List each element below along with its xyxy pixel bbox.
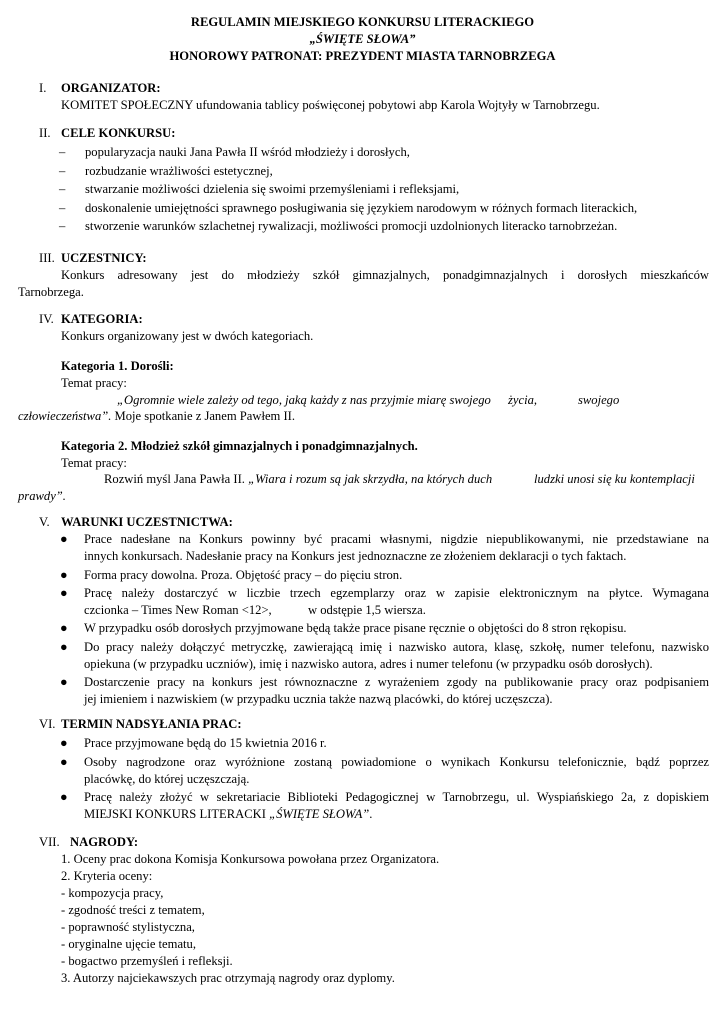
category-2-title: Kategoria 2. Młodzież szkół gimnazjalnych i ponadgimnazjalnych. xyxy=(61,439,418,453)
bullet-icon: ● xyxy=(60,568,68,582)
prize-line: - poprawność stylistyczna, xyxy=(61,920,195,934)
prize-line: 2. Kryteria oceny: xyxy=(61,869,153,883)
section-1-text: KOMITET SPOŁECZNY ufundowania tablicy poświęconej pobytowi abp Karola Wojtyły w Tarnobrzegu. xyxy=(61,98,600,112)
section-6-number: VI. xyxy=(39,717,56,731)
goal-item: – stwarzanie możliwości dzielenia się swoimi przemyśleniami i refleksjami, xyxy=(85,181,459,199)
category-1-quote-word2: swojego xyxy=(578,393,620,407)
document-page: REGULAMIN MIEJSKIEGO KONKURSU LITERACKIEGO „ŚWIĘTE SŁOWA” HONOROWY PATRONAT: PREZYDENT MIASTA TARNOBRZEGA I. ORGANIZATOR: KOMITET SPOŁECZNY ufundowania tablicy poświęconej pobytowi abp Karola Wojtyły w Tarnobrzegu. II. CELE KONKURSU: – popularyzacja nauki Jana Pawła II wśród młodzieży i dorosłych, – rozbudzanie wrażliwości estetycznej, – stwarzanie możliwości dzielenia się swoimi przemyśleniami i refleksjami, – doskonalenie umiejętności sprawnego posługiwania się językiem narodowym w różnych formach literackich, – stworzenie warunków szlachetnej rywalizacji, możliwości promocji uzdolnionych literacko tarnobrzeżan. III. UCZESTNICY: Konkurs adresowany jest do młodzieży szkół gimnazjalnych, ponadgimnazjalnych i dorosłych mieszkańców Tarnobrzega. IV. KATEGORIA: Konkurs organizowany jest w dwóch kategoriach. Kategoria 1. Dorośli: Temat pracy: „Ogromnie wiele zależy od tego, jaką każdy z nas przyjmie miarę swojego życia, swojego człowieczeństwa”. Moje spotkanie z Janem Pawłem II. Kategoria 2. Młodzież szkół gimnazjalnych i ponadgimnazjalnych. Temat pracy: Rozwiń myśl Jana Pawła II. „Wiara i rozum są jak skrzydła, na których duch ludzki unosi się ku kontemplacji prawdy”. V. WARUNKI UCZESTNICTWA: ● Prace nadesłane na Konkurs powinny być pracami własnymi, nigdzie niepublikowanymi, nie przedstawiane na innych konkursach. Nadesłanie pracy na Konkurs jest jednoznaczne ze złożeniem deklaracji o tych faktach. ● Forma pracy dowolna. Proza. Objętość pracy – do pięciu stron. ● Pracę należy dostarczyć w liczbie trzech egzemplarzy oraz w zapisie elektronicznym na płytce. Wymagana czcionka – Times New Roman <12>, w odstępie 1,5 wiersza. ● W przypadku osób dorosłych przyjmowane będą także prace pisane ręcznie o objętości do 8 stron rękopisu. ● Do pracy należy dołączyć metryczkę, zawierającą imię i nazwisko autora, klasę, szkołę, numer telefonu, nazwisko opiekuna (w przypadku uczniów), imię i nazwisko autora, adres i numer telefonu (w przypadku osób dorosłych). ● Dostarczenie pracy na konkurs jest równoznaczne z wyrażeniem zgody na publikowanie pracy oraz podpisaniem jej imieniem i nazwiskiem (w przypadku ucznia także nazwą placówki, do której uczęszcza). VI. TERMIN NADSYŁANIA PRAC: ● Prace przyjmowane będą do 15 kwietnia 2016 r. ● Osoby nagrodzone oraz wyróżnione zostaną powiadomione o wynikach Konkursu telefonicznie, bądź poprzez placówkę, do której uczęszczają. ● Pracę należy złożyć w sekretariacie Biblioteki Pedagogicznej w Tarnobrzegu, ul. Wyspiańskiego 2a, z dopiskiem MIEJSKI KONKURS LITERACKI „ŚWIĘTE SŁOWA”. VII. NAGRODY: 1. Oceny prac dokona Komisja Konkursowa powołana przez Organizatora. 2. Kryteria oceny: - kompozycja pracy, - zgodność treści z tematem, - poprawność stylistyczna, - oryginalne ujęcie tematu, - bogactwo przemyśleń i refleksji. 3. Autorzy najciekawszych prac otrzymają nagrody oraz dyplomy. xyxy=(0,0,725,1024)
category-2-label: Temat pracy: xyxy=(61,456,127,470)
section-1-number: I. xyxy=(39,81,47,95)
goal-item: – stworzenie warunków szlachetnej rywalizacji, możliwości promocji uzdolnionych literacko tarnobrzeżan. xyxy=(85,218,617,236)
section-5-number: V. xyxy=(39,515,50,529)
section-7-title: NAGRODY: xyxy=(70,835,139,849)
bullet-icon: ● xyxy=(60,675,68,689)
goal-item: – rozbudzanie wrażliwości estetycznej, xyxy=(85,163,273,181)
section-3-number: III. xyxy=(39,251,55,265)
bullet-icon: ● xyxy=(60,790,68,804)
category-1-quote-end: człowieczeństwa”. xyxy=(18,409,112,423)
doc-title-line1: REGULAMIN MIEJSKIEGO KONKURSU LITERACKIEGO xyxy=(190,15,535,29)
prize-line: - oryginalne ujęcie tematu, xyxy=(61,937,196,951)
category-2-quote-cont: ludzki unosi się ku kontemplacji xyxy=(534,472,695,486)
section-1-title: ORGANIZATOR: xyxy=(61,81,161,95)
category-2-topic-line1 xyxy=(104,471,492,489)
section-6-title: TERMIN NADSYŁANIA PRAC: xyxy=(61,717,242,731)
category-2-quote: „Wiara i rozum są jak skrzydła, na których duch xyxy=(248,472,493,486)
doc-title-line2: „ŚWIĘTE SŁOWA” xyxy=(309,32,416,46)
section-7-number: VII. xyxy=(39,835,60,849)
category-1-quote-word: życia, xyxy=(508,393,538,407)
prize-line: - kompozycja pracy, xyxy=(61,886,164,900)
prize-line: - zgodność treści z tematem, xyxy=(61,903,205,917)
section-4-number: IV. xyxy=(39,312,54,326)
section-2-number: II. xyxy=(39,126,51,140)
category-1-quote-line2 xyxy=(18,408,295,426)
section-2-title: CELE KONKURSU: xyxy=(61,126,176,140)
deadline-item: ● Prace przyjmowane będą do 15 kwietnia 2016 r. xyxy=(84,735,327,753)
condition-item: ● W przypadku osób dorosłych przyjmowane będą także prace pisane ręcznie o objętości do 8 stron rękopisu. xyxy=(84,620,627,638)
section-3-title: UCZESTNICY: xyxy=(61,251,147,265)
section-5-title: WARUNKI UCZESTNICTWA: xyxy=(61,515,233,529)
prize-line: 3. Autorzy najciekawszych prac otrzymają nagrody oraz dyplomy. xyxy=(61,971,395,985)
bullet-icon: ● xyxy=(60,586,68,600)
bullet-icon: ● xyxy=(60,736,68,750)
category-2-lead: Rozwiń myśl Jana Pawła II. xyxy=(104,472,249,486)
prize-line: 1. Oceny prac dokona Komisja Konkursowa powołana przez Organizatora. xyxy=(61,852,440,866)
category-1-topic-tail: Moje spotkanie z Janem Pawłem II. xyxy=(111,409,296,423)
doc-title-line3: HONOROWY PATRONAT: PREZYDENT MIASTA TARNOBRZEGA xyxy=(169,49,556,63)
section-3-text-line1: Konkurs adresowany jest do młodzieży szkół gimnazjalnych, ponadgimnazjalnych i dorosłych mieszkańców xyxy=(61,268,709,282)
bullet-icon: ● xyxy=(60,621,68,635)
goal-item: – popularyzacja nauki Jana Pawła II wśród młodzieży i dorosłych, xyxy=(85,144,410,162)
goal-item: – doskonalenie umiejętności sprawnego posługiwania się językiem narodowym w różnych formach literackich, xyxy=(85,200,637,218)
category-1-quote-line1: „Ogromnie wiele zależy od tego, jaką każdy z nas przyjmie miarę swojego xyxy=(117,393,491,407)
prize-line: - bogactwo przemyśleń i refleksji. xyxy=(61,954,233,968)
condition-item: ● Forma pracy dowolna. Proza. Objętość pracy – do pięciu stron. xyxy=(84,567,402,585)
section-3-text-line2: Tarnobrzega. xyxy=(18,285,84,299)
bullet-icon: ● xyxy=(60,755,68,769)
section-4-title: KATEGORIA: xyxy=(61,312,143,326)
category-1-label: Temat pracy: xyxy=(61,376,127,390)
section-4-text: Konkurs organizowany jest w dwóch kategoriach. xyxy=(61,329,314,343)
bullet-icon: ● xyxy=(60,640,68,654)
category-2-quote-end: prawdy”. xyxy=(18,489,66,503)
category-1-title: Kategoria 1. Dorośli: xyxy=(61,359,174,373)
bullet-icon: ● xyxy=(60,532,68,546)
